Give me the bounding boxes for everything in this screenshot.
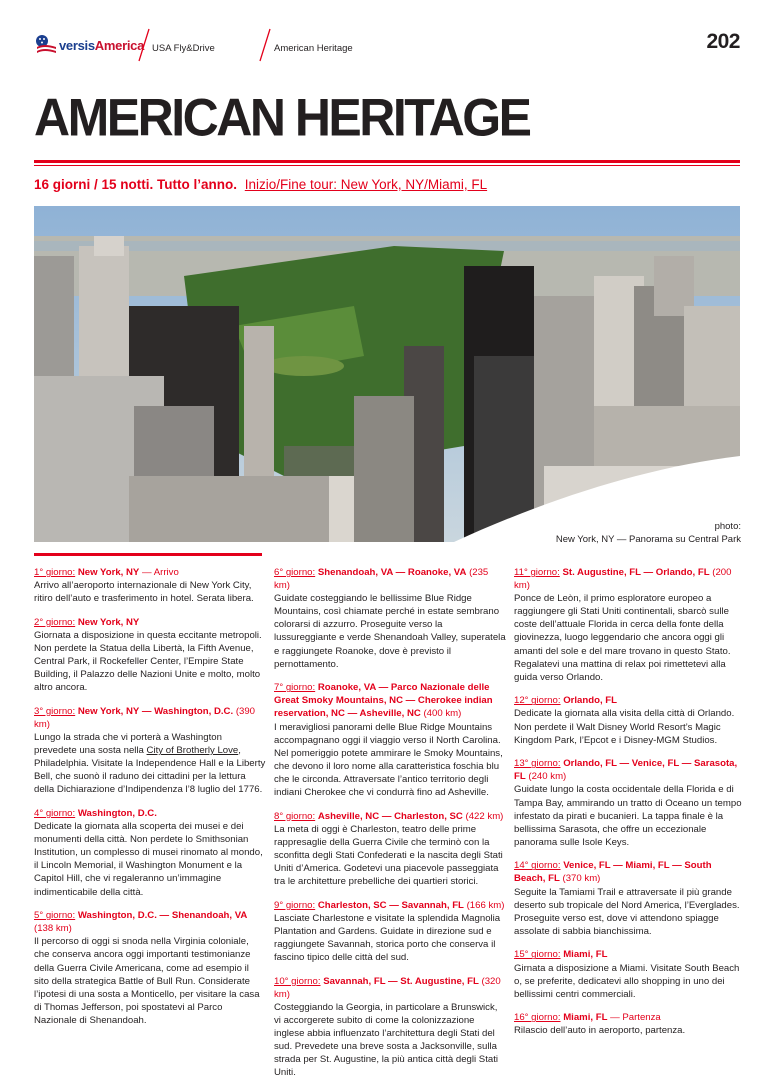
day-description: Il percorso di oggi si snoda nella Virginia coloniale, che conserva ancora oggi importanti testimonianze della Guerra Civile Americana, come ad esempio il sito della strategica Battle of Bull Run. Considerate l’ipotesi di una sosta a Monticello, per visitare la casa di Thomas Jefferson, poi spostatevi al Parco Nazionale di Shenandoah. bbox=[34, 936, 260, 1026]
page-title: AMERICAN HERITAGE bbox=[34, 87, 530, 148]
tour-duration: 16 giorni / 15 notti. Tutto l’anno. bbox=[34, 177, 237, 192]
day-description: Girnata a disposizione a Miami. Visitate South Beach o, se preferite, dedicatevi allo shopping in uno dei bellissimi centri commerciali. bbox=[514, 962, 740, 1000]
day-number: 9° giorno: bbox=[274, 899, 316, 911]
day-description: Ponce de Leòn, il primo esploratore europeo a raggiungere gli Stati Uniti continentali, sbarcò sulle coste dell’attuale Florida in cerca della fonte della giovinezza, luogo leggendario che ancora oggi gli amanti del sole e del mare trovano in questo Stato. Regalatevi una mattina di relax poi rimettetevi alla guida verso Orlando. bbox=[514, 593, 731, 683]
day-description: Giornata a disposizione in questa eccitante metropoli. Non perdete la Statua della Libertà, la Fifth Avenue, Central Park, il Rockefeller Center, l’Empire State Building, il Palazzo delle Nazioni Unite e molto, molto altro ancora. bbox=[34, 629, 262, 694]
day-destination: Miami, FL bbox=[563, 1012, 608, 1024]
itinerary-day bbox=[514, 694, 742, 746]
day-number: 13° giorno: bbox=[514, 758, 561, 770]
itinerary-day bbox=[34, 909, 266, 1027]
day-distance: (138 km) bbox=[34, 923, 72, 935]
itinerary-day bbox=[274, 810, 506, 889]
title-rule-thin bbox=[34, 165, 740, 166]
page-header bbox=[34, 26, 740, 66]
day-distance: (370 km) bbox=[562, 873, 601, 885]
day-description: Lungo la strada che vi porterà a Washington prevedete una sosta nella City of Brotherly Love, Philadelphia. Visitate la Independence Hall e la Liberty Bell, che suonò il raduno dei cittadini per la lettura della Dichiarazione d’Indipendenza l’8 luglio del 1776. bbox=[34, 732, 266, 796]
day-number: 4° giorno: bbox=[34, 808, 76, 819]
day-number: 6° giorno: bbox=[274, 567, 316, 578]
day-destination: Venice, FL — Miami, FL — South Beach, FL bbox=[514, 860, 712, 885]
day-number: 8° giorno: bbox=[274, 810, 316, 822]
day-description: Guidate costeggiando le bellissime Blue Ridge Mountains, così chiamate perché in estate sembrano colorarsi di azzurro. Proseguite verso la lussureggiante e verde Shenandoah Valley, superatela e raggiungete Roanoke, dove è previsto il pernottamento. bbox=[274, 593, 506, 670]
itinerary-day bbox=[34, 616, 266, 695]
day-destination: Savannah, FL — St. Augustine, FL bbox=[323, 975, 479, 987]
itinerary-column-1 bbox=[34, 566, 266, 1038]
day-description: Arrivo all’aeroporto internazionale di New York City, ritiro dell’auto e trasferimento in hotel. Serata libera. bbox=[34, 580, 254, 605]
page-number: 202 bbox=[706, 30, 740, 53]
day-number: 5° giorno: bbox=[34, 910, 76, 922]
day-number: 16° giorno: bbox=[514, 1012, 561, 1024]
itinerary-day bbox=[274, 566, 506, 671]
day-note: — Partenza bbox=[607, 1012, 661, 1024]
day-distance: (400 km) bbox=[423, 708, 462, 720]
day-description: Costeggiando la Georgia, in particolare a Brunswick, vi accorgerete subito di come la colonizzazione inglese abbia influenzato l’architettura degli Stati del sud. Prevedete una breve sosta a Jacksonville, sulla strada per St. Augustine, la più antica città degli Stati Uniti. bbox=[274, 1001, 498, 1079]
photo-caption bbox=[556, 520, 741, 546]
day-distance: (166 km) bbox=[466, 899, 505, 911]
title-rule bbox=[34, 160, 740, 163]
day-description: Rilascio dell’auto in aeroporto, partenza. bbox=[514, 1025, 686, 1037]
day-destination: Asheville, NC — Charleston, SC bbox=[317, 810, 463, 822]
day-number: 7° giorno: bbox=[274, 682, 316, 694]
day-distance: (240 km) bbox=[528, 771, 567, 783]
day-number: 12° giorno: bbox=[514, 695, 561, 707]
itinerary-day bbox=[274, 975, 506, 1080]
day-distance: (235 km) bbox=[274, 567, 489, 592]
day-destination: New York, NY bbox=[77, 616, 140, 628]
day-number: 10° giorno: bbox=[274, 975, 321, 987]
day-number: 3° giorno: bbox=[34, 705, 76, 717]
day-number: 2° giorno: bbox=[34, 616, 76, 628]
day-distance: (390 km) bbox=[34, 705, 256, 730]
versis-america-logo bbox=[34, 33, 144, 59]
day-description: Seguite la Tamiami Trail e attraversate il più grande deserto sub tropicale del Nord America, l’Everglades. Proseguite verso est, dove vi attendono spiagge assolate di sabbia bianchissima. bbox=[514, 886, 740, 937]
day-description: Dedicate la giornata alla scoperta dei musei e dei monumenti della città. Non perdete lo Smithsonian Institution, un complesso di musei rinomato al mondo, il Lincoln Memorial, il Washington Monument e la Capitol Hill, che vi regaleranno un’immagine indimenticabile della città. bbox=[34, 821, 263, 898]
day-destination: Charleston, SC — Savannah, FL bbox=[317, 899, 464, 911]
day-distance: (422 km) bbox=[465, 810, 504, 822]
day-distance: (200 km) bbox=[514, 567, 732, 592]
day-destination: Shenandoah, VA — Roanoke, VA bbox=[317, 567, 467, 578]
day-description: La meta di oggi è Charleston, teatro delle prime rappresaglie della Guerra Civile che terminò con la sconfitta degli Stati Confederati e la nascita degli Stati Uniti d’America. Godetevi una piacevole passeggiata tra le architetture prebelliche dei quartieri storici. bbox=[274, 823, 503, 888]
day-description: Dedicate la giornata alla visita della città di Orlando. Non perdete il Walt Disney World Resort’s Magic Kingdom Park, l’Epcot e i Disney-MGM Studios. bbox=[514, 708, 735, 746]
central-park-panorama-image bbox=[34, 206, 740, 542]
day-destination: Washington, D.C. — Shenandoah, VA bbox=[77, 910, 248, 922]
day-description: Lasciate Charlestone e visitate la splendida Magnolia Plantation and Gardens. Guidate in direzione sud e raggiungete Savannah, storica porto che conserva il fascino tipico delle città del sud. bbox=[274, 912, 501, 964]
divider-slash bbox=[138, 28, 150, 62]
day-destination: St. Augustine, FL — Orlando, FL bbox=[562, 567, 710, 578]
breadcrumb-section: USA Fly&Drive bbox=[152, 43, 215, 54]
itinerary-day bbox=[34, 807, 266, 899]
day-distance: (320 km) bbox=[274, 975, 501, 1000]
tour-route: Inizio/Fine tour: New York, NY/Miami, FL bbox=[244, 177, 488, 192]
itinerary-day bbox=[34, 566, 266, 605]
day-number: 11° giorno: bbox=[514, 567, 560, 578]
day-number: 14° giorno: bbox=[514, 860, 561, 872]
day-destination: Orlando, FL bbox=[563, 695, 618, 707]
itinerary-day bbox=[274, 681, 506, 799]
philadelphia-nickname: City of Brotherly Love bbox=[146, 745, 239, 757]
day-destination: Washington, D.C. bbox=[77, 808, 157, 819]
day-number: 1° giorno: bbox=[34, 567, 76, 578]
itinerary-column-3 bbox=[514, 566, 742, 1048]
day-number: 15° giorno: bbox=[514, 949, 561, 961]
divider-slash bbox=[259, 28, 271, 62]
itinerary-day bbox=[514, 757, 742, 849]
day-description: I meravigliosi panorami delle Blue Ridge Mountains accompagnano oggi il viaggio verso il North Carolina. Nel pomeriggio potete ammirare le Smoky Mountains, che devono il loro nome alla caratteristica foschia blu che le circonda. Attraversate l’antico territorio degli indiani Cherokee che vi condurrà fino ad Asheville. bbox=[274, 721, 503, 798]
day-destination: New York, NY — Washington, D.C. bbox=[77, 705, 234, 717]
breadcrumb-title: American Heritage bbox=[274, 43, 353, 54]
day-note: — Arrivo bbox=[139, 567, 179, 578]
caption-text: New York, NY — Panorama su Central Park bbox=[555, 534, 741, 545]
itinerary-day bbox=[514, 859, 742, 938]
day-description: Guidate lungo la costa occidentale della Florida e di Tampa Bay, ammirando un tratto di Oceano un tempo infestato da pirati e bucanieri. La tappa finale è la bellissima Sarasota, che offre un eccezionale panorama sulle Isole Keys. bbox=[514, 784, 742, 848]
itinerary-day bbox=[514, 948, 742, 1000]
itinerary-day bbox=[514, 1011, 742, 1037]
day-destination: Orlando, FL — Venice, FL — Sarasota, FL bbox=[514, 758, 738, 783]
flag-logo-icon bbox=[34, 33, 58, 57]
caption-label: photo: bbox=[714, 521, 741, 532]
itinerary-column-2 bbox=[274, 566, 506, 1090]
itinerary-day bbox=[34, 705, 266, 797]
day-destination: Roanoke, VA — Parco Nazionale delle Great Smoky Mountains, NC — Cherokee indian reservation, NC — Asheville, NC bbox=[274, 682, 493, 720]
tour-summary bbox=[34, 177, 487, 192]
day-destination: Miami, FL bbox=[563, 949, 608, 961]
itinerary-day bbox=[274, 899, 506, 964]
itinerary-day bbox=[514, 566, 742, 684]
day-destination: New York, NY bbox=[77, 567, 140, 578]
logo-text: versisAmerica bbox=[59, 38, 145, 53]
column-rule bbox=[34, 553, 262, 556]
